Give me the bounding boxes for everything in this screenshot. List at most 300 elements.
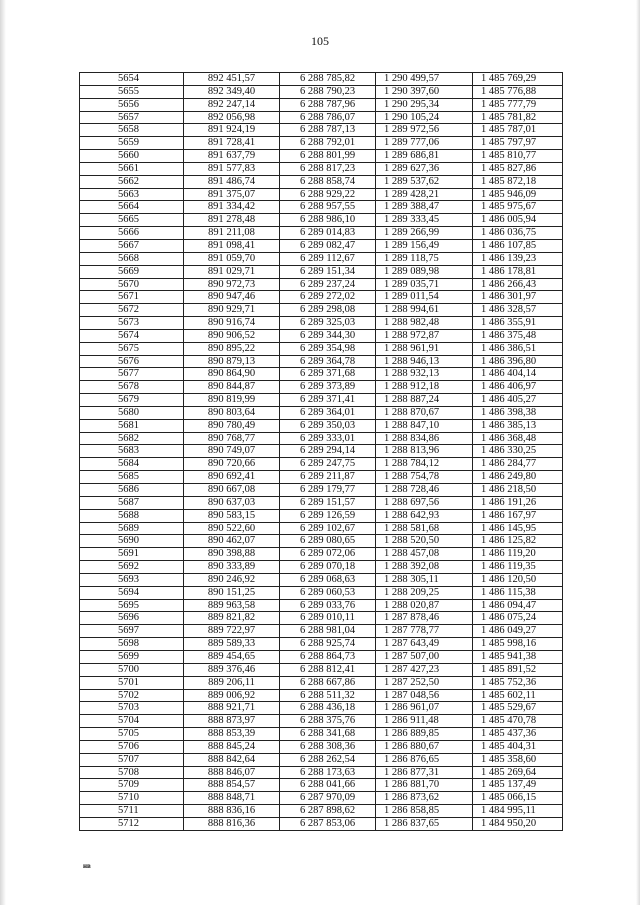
y2-coordinate-cell: 1 485 769,29 xyxy=(473,73,563,86)
y-coordinate-cell: 6 288 511,32 xyxy=(280,689,376,702)
table-row xyxy=(80,471,563,484)
x-coordinate-cell: 890 947,46 xyxy=(184,291,280,304)
y2-coordinate-cell: 1 485 946,09 xyxy=(473,188,563,201)
point-number-cell: 5666 xyxy=(80,227,184,240)
x-coordinate-cell: 890 720,66 xyxy=(184,458,280,471)
y-coordinate-cell: 6 289 247,75 xyxy=(280,458,376,471)
y2-coordinate-cell: 1 485 269,64 xyxy=(473,766,563,779)
table-row xyxy=(80,740,563,753)
x2-coordinate-cell: 1 288 728,46 xyxy=(376,484,473,497)
table-row xyxy=(80,85,563,98)
table-row xyxy=(80,535,563,548)
point-number-cell: 5710 xyxy=(80,792,184,805)
x-coordinate-cell: 889 963,58 xyxy=(184,599,280,612)
point-number-cell: 5702 xyxy=(80,689,184,702)
x2-coordinate-cell: 1 288 932,13 xyxy=(376,368,473,381)
x2-coordinate-cell: 1 289 537,62 xyxy=(376,175,473,188)
point-number-cell: 5703 xyxy=(80,702,184,715)
point-number-cell: 5655 xyxy=(80,85,184,98)
table-row xyxy=(80,766,563,779)
x2-coordinate-cell: 1 286 881,70 xyxy=(376,779,473,792)
x2-coordinate-cell: 1 289 972,56 xyxy=(376,124,473,137)
y2-coordinate-cell: 1 485 358,60 xyxy=(473,753,563,766)
x2-coordinate-cell: 1 289 266,99 xyxy=(376,227,473,240)
table-row xyxy=(80,573,563,586)
table-row xyxy=(80,612,563,625)
x-coordinate-cell: 890 895,22 xyxy=(184,342,280,355)
y2-coordinate-cell: 1 486 405,27 xyxy=(473,394,563,407)
point-number-cell: 5673 xyxy=(80,317,184,330)
table-row xyxy=(80,625,563,638)
x2-coordinate-cell: 1 289 428,21 xyxy=(376,188,473,201)
point-number-cell: 5658 xyxy=(80,124,184,137)
x-coordinate-cell: 890 780,49 xyxy=(184,419,280,432)
y2-coordinate-cell: 1 486 107,85 xyxy=(473,239,563,252)
point-number-cell: 5692 xyxy=(80,561,184,574)
x-coordinate-cell: 890 972,73 xyxy=(184,278,280,291)
x-coordinate-cell: 890 522,60 xyxy=(184,522,280,535)
y2-coordinate-cell: 1 486 249,80 xyxy=(473,471,563,484)
x-coordinate-cell: 891 278,48 xyxy=(184,214,280,227)
x2-coordinate-cell: 1 287 507,00 xyxy=(376,650,473,663)
y2-coordinate-cell: 1 486 178,81 xyxy=(473,265,563,278)
x-coordinate-cell: 890 246,92 xyxy=(184,573,280,586)
y-coordinate-cell: 6 289 082,47 xyxy=(280,239,376,252)
point-number-cell: 5660 xyxy=(80,150,184,163)
y2-coordinate-cell: 1 484 995,11 xyxy=(473,805,563,818)
table-row xyxy=(80,548,563,561)
table-row xyxy=(80,175,563,188)
y-coordinate-cell: 6 289 179,77 xyxy=(280,484,376,497)
table-row xyxy=(80,239,563,252)
x-coordinate-cell: 890 819,99 xyxy=(184,394,280,407)
x2-coordinate-cell: 1 288 754,78 xyxy=(376,471,473,484)
y-coordinate-cell: 6 288 981,04 xyxy=(280,625,376,638)
y-coordinate-cell: 6 289 371,68 xyxy=(280,368,376,381)
scan-right-edge xyxy=(636,0,640,905)
x-coordinate-cell: 888 845,24 xyxy=(184,740,280,753)
y-coordinate-cell: 6 289 272,02 xyxy=(280,291,376,304)
point-number-cell: 5671 xyxy=(80,291,184,304)
x-coordinate-cell: 890 462,07 xyxy=(184,535,280,548)
y2-coordinate-cell: 1 486 406,97 xyxy=(473,381,563,394)
x-coordinate-cell: 890 768,77 xyxy=(184,432,280,445)
y2-coordinate-cell: 1 486 266,43 xyxy=(473,278,563,291)
y2-coordinate-cell: 1 485 777,79 xyxy=(473,98,563,111)
point-number-cell: 5694 xyxy=(80,586,184,599)
y2-coordinate-cell: 1 486 396,80 xyxy=(473,355,563,368)
y-coordinate-cell: 6 288 786,07 xyxy=(280,111,376,124)
x-coordinate-cell: 888 836,16 xyxy=(184,805,280,818)
y2-coordinate-cell: 1 486 218,50 xyxy=(473,484,563,497)
table-row xyxy=(80,445,563,458)
y2-coordinate-cell: 1 486 167,97 xyxy=(473,509,563,522)
x-coordinate-cell: 888 854,57 xyxy=(184,779,280,792)
y-coordinate-cell: 6 289 298,08 xyxy=(280,304,376,317)
y-coordinate-cell: 6 289 371,41 xyxy=(280,394,376,407)
x2-coordinate-cell: 1 286 876,65 xyxy=(376,753,473,766)
y2-coordinate-cell: 1 486 094,47 xyxy=(473,599,563,612)
point-number-cell: 5670 xyxy=(80,278,184,291)
x2-coordinate-cell: 1 288 847,10 xyxy=(376,419,473,432)
y-coordinate-cell: 6 288 812,41 xyxy=(280,663,376,676)
x2-coordinate-cell: 1 287 778,77 xyxy=(376,625,473,638)
y-coordinate-cell: 6 289 373,89 xyxy=(280,381,376,394)
y-coordinate-cell: 6 289 068,63 xyxy=(280,573,376,586)
point-number-cell: 5676 xyxy=(80,355,184,368)
y-coordinate-cell: 6 288 436,18 xyxy=(280,702,376,715)
point-number-cell: 5656 xyxy=(80,98,184,111)
x2-coordinate-cell: 1 286 877,31 xyxy=(376,766,473,779)
table-row xyxy=(80,817,563,830)
y2-coordinate-cell: 1 484 950,20 xyxy=(473,817,563,830)
y-coordinate-cell: 6 288 986,10 xyxy=(280,214,376,227)
y-coordinate-cell: 6 289 364,01 xyxy=(280,406,376,419)
x-coordinate-cell: 892 451,57 xyxy=(184,73,280,86)
y-coordinate-cell: 6 289 151,57 xyxy=(280,496,376,509)
table-row xyxy=(80,805,563,818)
page-number: 105 xyxy=(311,34,329,48)
y2-coordinate-cell: 1 485 797,97 xyxy=(473,137,563,150)
y-coordinate-cell: 6 289 333,01 xyxy=(280,432,376,445)
point-number-cell: 5678 xyxy=(80,381,184,394)
y2-coordinate-cell: 1 485 941,38 xyxy=(473,650,563,663)
point-number-cell: 5701 xyxy=(80,676,184,689)
y2-coordinate-cell: 1 485 975,67 xyxy=(473,201,563,214)
x-coordinate-cell: 891 486,74 xyxy=(184,175,280,188)
x-coordinate-cell: 889 722,97 xyxy=(184,625,280,638)
x2-coordinate-cell: 1 286 911,48 xyxy=(376,715,473,728)
x-coordinate-cell: 891 029,71 xyxy=(184,265,280,278)
table-row xyxy=(80,278,563,291)
x2-coordinate-cell: 1 289 777,06 xyxy=(376,137,473,150)
point-number-cell: 5668 xyxy=(80,252,184,265)
x-coordinate-cell: 890 844,87 xyxy=(184,381,280,394)
y-coordinate-cell: 6 289 102,67 xyxy=(280,522,376,535)
y2-coordinate-cell: 1 486 284,77 xyxy=(473,458,563,471)
point-number-cell: 5654 xyxy=(80,73,184,86)
point-number-cell: 5699 xyxy=(80,650,184,663)
y2-coordinate-cell: 1 486 036,75 xyxy=(473,227,563,240)
point-number-cell: 5693 xyxy=(80,573,184,586)
y-coordinate-cell: 6 288 858,74 xyxy=(280,175,376,188)
y2-coordinate-cell: 1 486 368,48 xyxy=(473,432,563,445)
y2-coordinate-cell: 1 486 385,13 xyxy=(473,419,563,432)
y2-coordinate-cell: 1 486 005,94 xyxy=(473,214,563,227)
y2-coordinate-cell: 1 486 119,35 xyxy=(473,561,563,574)
x2-coordinate-cell: 1 290 295,34 xyxy=(376,98,473,111)
table-row xyxy=(80,252,563,265)
table-row xyxy=(80,779,563,792)
x-coordinate-cell: 890 583,15 xyxy=(184,509,280,522)
table-row xyxy=(80,355,563,368)
x-coordinate-cell: 888 816,36 xyxy=(184,817,280,830)
footer-mark: нв xyxy=(83,862,91,870)
x-coordinate-cell: 890 667,08 xyxy=(184,484,280,497)
point-number-cell: 5672 xyxy=(80,304,184,317)
y2-coordinate-cell: 1 486 375,48 xyxy=(473,329,563,342)
table-row xyxy=(80,111,563,124)
y-coordinate-cell: 6 288 864,73 xyxy=(280,650,376,663)
y2-coordinate-cell: 1 485 810,77 xyxy=(473,150,563,163)
x-coordinate-cell: 888 873,97 xyxy=(184,715,280,728)
x2-coordinate-cell: 1 288 784,12 xyxy=(376,458,473,471)
y2-coordinate-cell: 1 485 781,82 xyxy=(473,111,563,124)
point-number-cell: 5657 xyxy=(80,111,184,124)
table-row xyxy=(80,702,563,715)
y-coordinate-cell: 6 289 364,78 xyxy=(280,355,376,368)
point-number-cell: 5680 xyxy=(80,406,184,419)
x-coordinate-cell: 891 059,70 xyxy=(184,252,280,265)
y-coordinate-cell: 6 289 211,87 xyxy=(280,471,376,484)
y2-coordinate-cell: 1 485 891,52 xyxy=(473,663,563,676)
x-coordinate-cell: 891 098,41 xyxy=(184,239,280,252)
x2-coordinate-cell: 1 289 627,36 xyxy=(376,162,473,175)
x2-coordinate-cell: 1 288 870,67 xyxy=(376,406,473,419)
table-row xyxy=(80,522,563,535)
table-row xyxy=(80,728,563,741)
y-coordinate-cell: 6 288 925,74 xyxy=(280,638,376,651)
x2-coordinate-cell: 1 290 105,24 xyxy=(376,111,473,124)
x2-coordinate-cell: 1 286 961,07 xyxy=(376,702,473,715)
y2-coordinate-cell: 1 486 145,95 xyxy=(473,522,563,535)
y-coordinate-cell: 6 288 787,96 xyxy=(280,98,376,111)
table-row xyxy=(80,368,563,381)
x2-coordinate-cell: 1 289 011,54 xyxy=(376,291,473,304)
x-coordinate-cell: 892 349,40 xyxy=(184,85,280,98)
table-row xyxy=(80,342,563,355)
table-row xyxy=(80,162,563,175)
x-coordinate-cell: 891 211,08 xyxy=(184,227,280,240)
x2-coordinate-cell: 1 288 946,13 xyxy=(376,355,473,368)
point-number-cell: 5684 xyxy=(80,458,184,471)
y-coordinate-cell: 6 288 262,54 xyxy=(280,753,376,766)
y2-coordinate-cell: 1 485 776,88 xyxy=(473,85,563,98)
x-coordinate-cell: 890 803,64 xyxy=(184,406,280,419)
x2-coordinate-cell: 1 288 887,24 xyxy=(376,394,473,407)
x-coordinate-cell: 891 924,19 xyxy=(184,124,280,137)
y-coordinate-cell: 6 289 112,67 xyxy=(280,252,376,265)
x2-coordinate-cell: 1 288 020,87 xyxy=(376,599,473,612)
y2-coordinate-cell: 1 486 355,91 xyxy=(473,317,563,330)
y-coordinate-cell: 6 289 294,14 xyxy=(280,445,376,458)
x2-coordinate-cell: 1 290 397,60 xyxy=(376,85,473,98)
x2-coordinate-cell: 1 288 581,68 xyxy=(376,522,473,535)
x-coordinate-cell: 890 916,74 xyxy=(184,317,280,330)
y-coordinate-cell: 6 288 041,66 xyxy=(280,779,376,792)
y2-coordinate-cell: 1 486 115,38 xyxy=(473,586,563,599)
x-coordinate-cell: 891 375,07 xyxy=(184,188,280,201)
x-coordinate-cell: 889 006,92 xyxy=(184,689,280,702)
x-coordinate-cell: 890 637,03 xyxy=(184,496,280,509)
table-row xyxy=(80,214,563,227)
y-coordinate-cell: 6 288 667,86 xyxy=(280,676,376,689)
table-row xyxy=(80,676,563,689)
table-row xyxy=(80,753,563,766)
y2-coordinate-cell: 1 486 139,23 xyxy=(473,252,563,265)
x2-coordinate-cell: 1 290 499,57 xyxy=(376,73,473,86)
y-coordinate-cell: 6 287 898,62 xyxy=(280,805,376,818)
table-row xyxy=(80,406,563,419)
x2-coordinate-cell: 1 289 035,71 xyxy=(376,278,473,291)
y2-coordinate-cell: 1 486 120,50 xyxy=(473,573,563,586)
coordinates-table-container xyxy=(79,72,562,831)
x-coordinate-cell: 890 906,52 xyxy=(184,329,280,342)
table-row xyxy=(80,458,563,471)
x2-coordinate-cell: 1 288 961,91 xyxy=(376,342,473,355)
table-row xyxy=(80,188,563,201)
point-number-cell: 5662 xyxy=(80,175,184,188)
x2-coordinate-cell: 1 286 880,67 xyxy=(376,740,473,753)
point-number-cell: 5698 xyxy=(80,638,184,651)
x-coordinate-cell: 890 879,13 xyxy=(184,355,280,368)
x-coordinate-cell: 892 247,14 xyxy=(184,98,280,111)
point-number-cell: 5679 xyxy=(80,394,184,407)
point-number-cell: 5664 xyxy=(80,201,184,214)
x-coordinate-cell: 890 749,07 xyxy=(184,445,280,458)
table-row xyxy=(80,419,563,432)
table-row xyxy=(80,586,563,599)
x-coordinate-cell: 891 637,79 xyxy=(184,150,280,163)
x2-coordinate-cell: 1 288 392,08 xyxy=(376,561,473,574)
x2-coordinate-cell: 1 288 994,61 xyxy=(376,304,473,317)
x-coordinate-cell: 888 848,71 xyxy=(184,792,280,805)
table-row xyxy=(80,317,563,330)
y2-coordinate-cell: 1 485 998,16 xyxy=(473,638,563,651)
point-number-cell: 5681 xyxy=(80,419,184,432)
point-number-cell: 5708 xyxy=(80,766,184,779)
y2-coordinate-cell: 1 485 827,86 xyxy=(473,162,563,175)
y-coordinate-cell: 6 289 344,30 xyxy=(280,329,376,342)
y2-coordinate-cell: 1 486 398,38 xyxy=(473,406,563,419)
y2-coordinate-cell: 1 486 075,24 xyxy=(473,612,563,625)
point-number-cell: 5712 xyxy=(80,817,184,830)
point-number-cell: 5674 xyxy=(80,329,184,342)
x2-coordinate-cell: 1 286 873,62 xyxy=(376,792,473,805)
point-number-cell: 5700 xyxy=(80,663,184,676)
point-number-cell: 5683 xyxy=(80,445,184,458)
table-row xyxy=(80,73,563,86)
table-row xyxy=(80,561,563,574)
x2-coordinate-cell: 1 286 889,85 xyxy=(376,728,473,741)
y-coordinate-cell: 6 289 070,18 xyxy=(280,561,376,574)
x-coordinate-cell: 888 846,07 xyxy=(184,766,280,779)
x-coordinate-cell: 890 864,90 xyxy=(184,368,280,381)
y-coordinate-cell: 6 288 341,68 xyxy=(280,728,376,741)
y-coordinate-cell: 6 288 785,82 xyxy=(280,73,376,86)
x2-coordinate-cell: 1 289 156,49 xyxy=(376,239,473,252)
x2-coordinate-cell: 1 289 686,81 xyxy=(376,150,473,163)
x-coordinate-cell: 888 921,71 xyxy=(184,702,280,715)
point-number-cell: 5687 xyxy=(80,496,184,509)
table-row xyxy=(80,496,563,509)
y-coordinate-cell: 6 289 014,83 xyxy=(280,227,376,240)
y2-coordinate-cell: 1 485 137,49 xyxy=(473,779,563,792)
table-row xyxy=(80,484,563,497)
x-coordinate-cell: 892 056,98 xyxy=(184,111,280,124)
x2-coordinate-cell: 1 288 520,50 xyxy=(376,535,473,548)
table-row xyxy=(80,304,563,317)
x-coordinate-cell: 889 454,65 xyxy=(184,650,280,663)
y2-coordinate-cell: 1 485 066,15 xyxy=(473,792,563,805)
table-row xyxy=(80,432,563,445)
point-number-cell: 5691 xyxy=(80,548,184,561)
x-coordinate-cell: 890 151,25 xyxy=(184,586,280,599)
y2-coordinate-cell: 1 486 330,25 xyxy=(473,445,563,458)
x-coordinate-cell: 890 929,71 xyxy=(184,304,280,317)
y2-coordinate-cell: 1 485 872,18 xyxy=(473,175,563,188)
table-row xyxy=(80,715,563,728)
point-number-cell: 5682 xyxy=(80,432,184,445)
x-coordinate-cell: 890 398,88 xyxy=(184,548,280,561)
y-coordinate-cell: 6 288 817,23 xyxy=(280,162,376,175)
table-row xyxy=(80,381,563,394)
x-coordinate-cell: 889 206,11 xyxy=(184,676,280,689)
y-coordinate-cell: 6 289 350,03 xyxy=(280,419,376,432)
point-number-cell: 5688 xyxy=(80,509,184,522)
y-coordinate-cell: 6 289 237,24 xyxy=(280,278,376,291)
x2-coordinate-cell: 1 288 912,18 xyxy=(376,381,473,394)
table-row xyxy=(80,650,563,663)
x-coordinate-cell: 888 842,64 xyxy=(184,753,280,766)
table-row xyxy=(80,291,563,304)
point-number-cell: 5697 xyxy=(80,625,184,638)
y-coordinate-cell: 6 289 325,03 xyxy=(280,317,376,330)
point-number-cell: 5709 xyxy=(80,779,184,792)
point-number-cell: 5667 xyxy=(80,239,184,252)
y2-coordinate-cell: 1 485 602,11 xyxy=(473,689,563,702)
table-row xyxy=(80,201,563,214)
x2-coordinate-cell: 1 288 209,25 xyxy=(376,586,473,599)
point-number-cell: 5675 xyxy=(80,342,184,355)
y-coordinate-cell: 6 289 126,59 xyxy=(280,509,376,522)
y-coordinate-cell: 6 288 375,76 xyxy=(280,715,376,728)
table-row xyxy=(80,638,563,651)
point-number-cell: 5696 xyxy=(80,612,184,625)
point-number-cell: 5685 xyxy=(80,471,184,484)
coordinates-table xyxy=(79,72,563,831)
scan-left-edge xyxy=(0,0,6,905)
table-row xyxy=(80,150,563,163)
table-row xyxy=(80,599,563,612)
table-row xyxy=(80,663,563,676)
x-coordinate-cell: 888 853,39 xyxy=(184,728,280,741)
coordinates-table-body xyxy=(80,73,563,831)
point-number-cell: 5665 xyxy=(80,214,184,227)
x2-coordinate-cell: 1 288 697,56 xyxy=(376,496,473,509)
table-row xyxy=(80,689,563,702)
point-number-cell: 5686 xyxy=(80,484,184,497)
y-coordinate-cell: 6 289 080,65 xyxy=(280,535,376,548)
point-number-cell: 5690 xyxy=(80,535,184,548)
y2-coordinate-cell: 1 485 752,36 xyxy=(473,676,563,689)
y2-coordinate-cell: 1 485 437,36 xyxy=(473,728,563,741)
y2-coordinate-cell: 1 486 049,27 xyxy=(473,625,563,638)
y2-coordinate-cell: 1 486 301,97 xyxy=(473,291,563,304)
table-row xyxy=(80,227,563,240)
point-number-cell: 5705 xyxy=(80,728,184,741)
y-coordinate-cell: 6 288 173,63 xyxy=(280,766,376,779)
y2-coordinate-cell: 1 486 328,57 xyxy=(473,304,563,317)
point-number-cell: 5695 xyxy=(80,599,184,612)
y2-coordinate-cell: 1 485 529,67 xyxy=(473,702,563,715)
point-number-cell: 5689 xyxy=(80,522,184,535)
point-number-cell: 5706 xyxy=(80,740,184,753)
y-coordinate-cell: 6 288 308,36 xyxy=(280,740,376,753)
x2-coordinate-cell: 1 288 305,11 xyxy=(376,573,473,586)
x2-coordinate-cell: 1 288 457,08 xyxy=(376,548,473,561)
y2-coordinate-cell: 1 485 404,31 xyxy=(473,740,563,753)
